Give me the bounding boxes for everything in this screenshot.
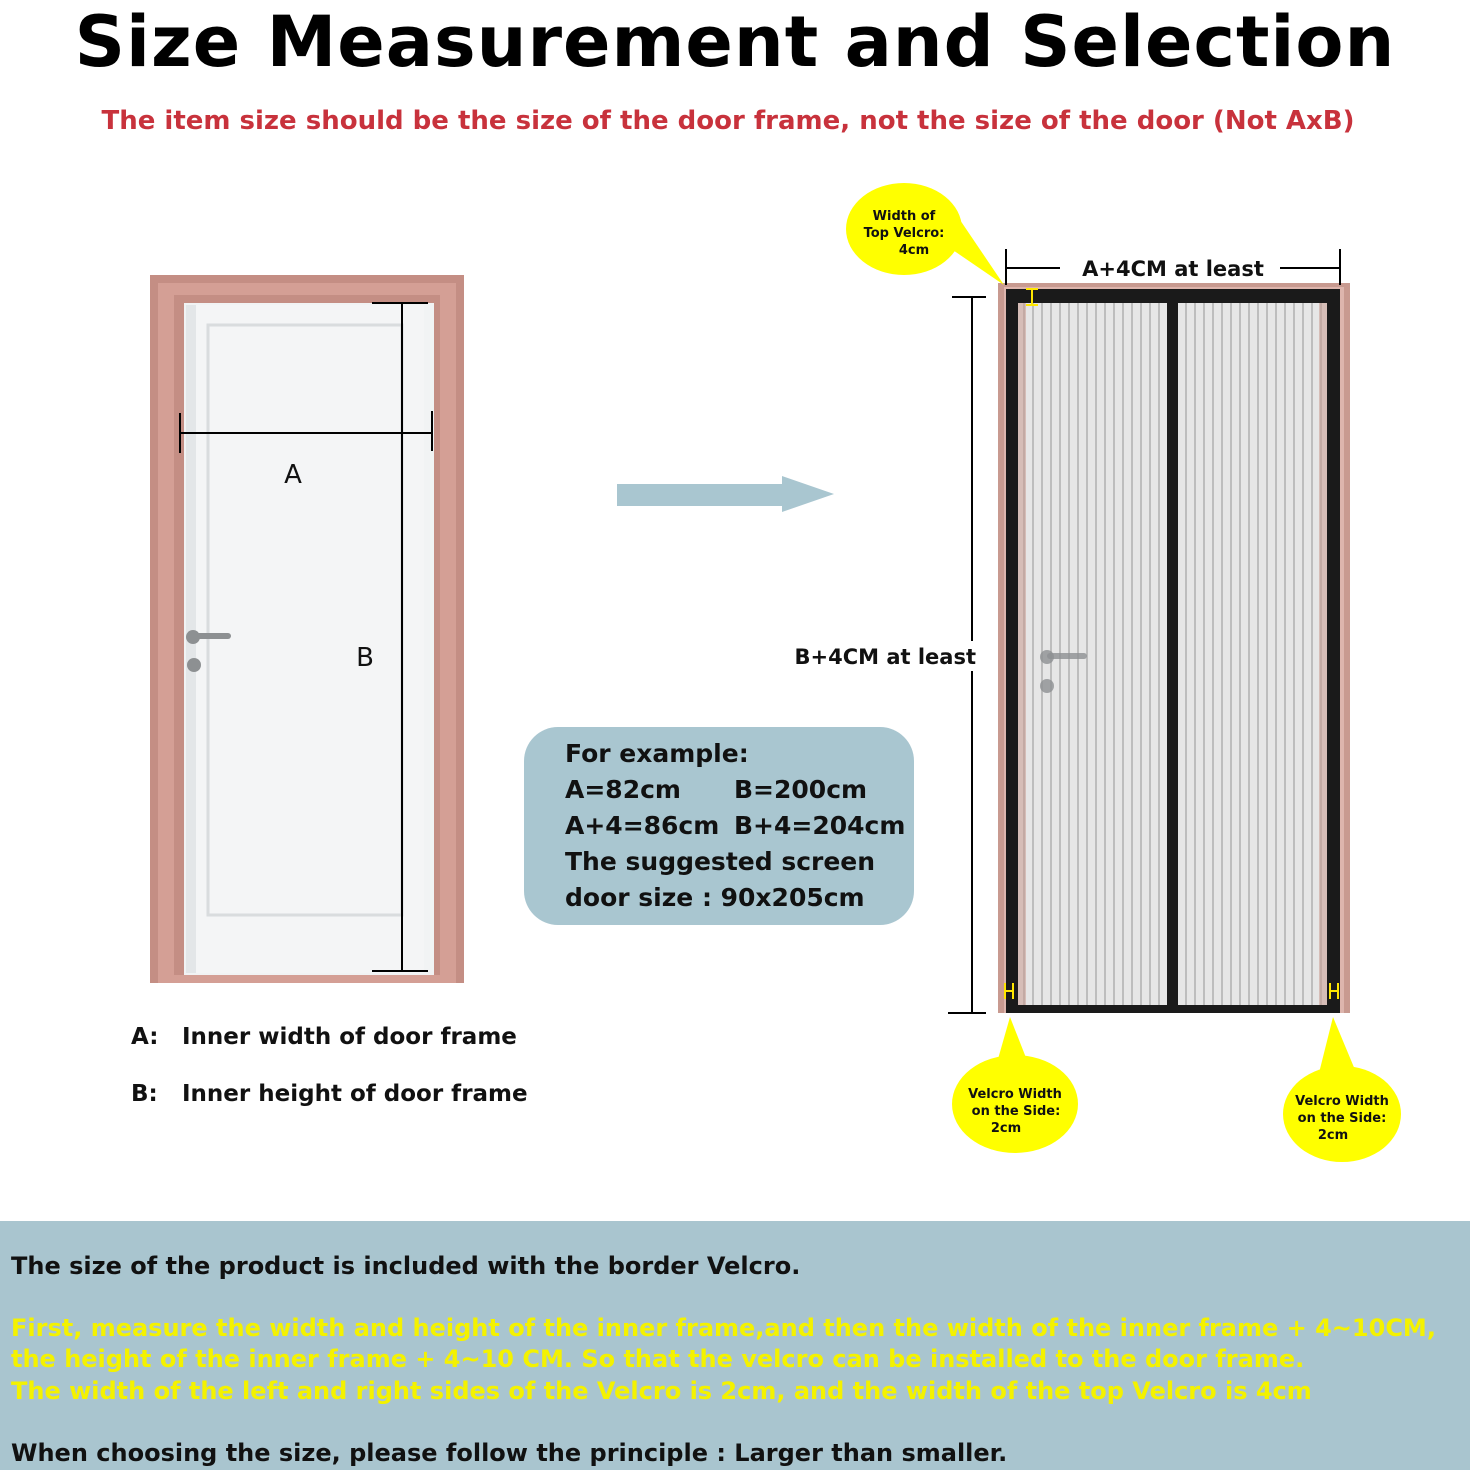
legend-text: Inner height of door frame [182, 1081, 528, 1107]
example-b-plus: B+4=204cm [734, 811, 906, 840]
door-illustration [140, 265, 480, 995]
width-dimension-label: A+4CM at least [1082, 257, 1264, 281]
left-callout-line1: Velcro Width [968, 1087, 1062, 1102]
example-b-value: B=200cm [734, 775, 868, 804]
left-callout-line2: on the Side: [971, 1104, 1061, 1119]
legend-item-a [131, 1024, 551, 1054]
legend-key: A: [131, 1024, 159, 1050]
top-callout-line2: Top Velcro: [863, 226, 945, 241]
example-heading: For example: [565, 739, 749, 768]
notes-line2: the height of the inner frame + 4~10 CM. So that the velcro can be installed to the door frame. [11, 1345, 1305, 1373]
example-a-value: A=82cm [565, 775, 681, 804]
right-callout-line1: Velcro Width [1295, 1094, 1389, 1109]
door-handle [193, 633, 231, 639]
left-callout-line3: 2cm [990, 1121, 1022, 1136]
door-handle [1047, 653, 1087, 659]
right-callout-line3: 2cm [1317, 1128, 1349, 1143]
example-a-plus: A+4=86cm [565, 811, 720, 840]
legend-text: Inner width of door frame [182, 1024, 517, 1050]
notes-principle: When choosing the size, please follow the principle : Larger than smaller. [11, 1439, 1008, 1467]
door-lock [1040, 679, 1054, 693]
notes-panel [0, 1221, 1470, 1470]
mesh-frame-left [1018, 303, 1026, 1005]
magnet-seam [1167, 295, 1178, 1007]
notes-line3: The width of the left and right sides of the Velcro is 2cm, and the width of the top Velcro is 4cm [11, 1377, 1312, 1405]
example-suggest-line2: door size : 90x205cm [565, 883, 865, 912]
dimension-a-label: A [284, 460, 302, 490]
mesh-panel-right [1178, 303, 1327, 1005]
top-callout-line1: Width of [872, 209, 936, 224]
notes-line1: First, measure the width and height of the inner frame,and then the width of the inner frame + 4~10CM, [11, 1314, 1436, 1342]
screen-door-diagram [780, 175, 1420, 1175]
mesh-frame-right [1319, 303, 1327, 1005]
page-title: Size Measurement and Selection [74, 1, 1396, 83]
legend-key: B: [131, 1081, 158, 1107]
dimension-b-label: B [356, 643, 374, 673]
notes-intro: The size of the product is included with the border Velcro. [11, 1252, 801, 1280]
right-callout-line2: on the Side: [1297, 1111, 1387, 1126]
door-lock [187, 658, 201, 672]
top-callout-line3: 4cm [898, 243, 930, 258]
height-dimension-label: B+4CM at least [794, 645, 976, 669]
mesh-panel-left [1018, 303, 1167, 1005]
page-subtitle: The item size should be the size of the door frame, not the size of the door (Not AxB) [101, 106, 1355, 136]
example-suggest-line1: The suggested screen [565, 847, 876, 876]
legend-item-b [131, 1081, 551, 1111]
